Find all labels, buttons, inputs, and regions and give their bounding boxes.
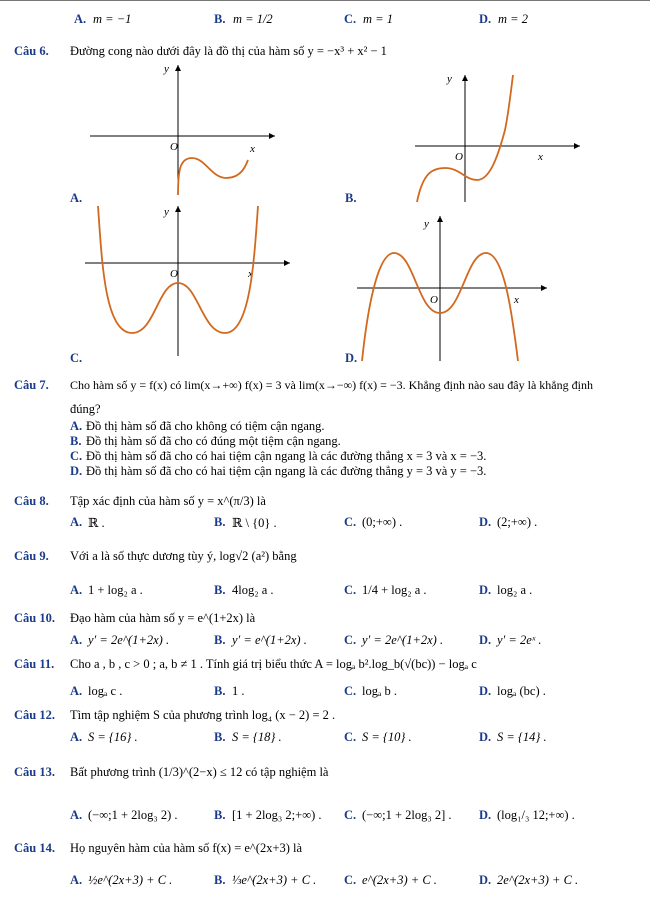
option-label: D.: [70, 464, 83, 478]
option-label: C.: [344, 12, 357, 26]
option-label: C.: [344, 684, 357, 698]
option-text: Đồ thị hàm số đã cho có hai tiệm cận ngang là các đường thẳng x = 3 và x = −3.: [86, 449, 487, 463]
option-text: logₐ b .: [362, 684, 398, 698]
option-label: A.: [70, 633, 83, 647]
graph-label: C.: [70, 351, 83, 365]
question-number: Câu 10.: [14, 611, 55, 625]
x-label: x: [250, 143, 255, 155]
option-label: D.: [479, 808, 492, 822]
option-label: D.: [479, 684, 492, 698]
question-number: Câu 13.: [14, 765, 55, 779]
question-number: Câu 7.: [14, 378, 49, 392]
option-text: ℝ .: [88, 516, 105, 530]
option-text: e^(2x+3) + C .: [362, 873, 437, 887]
question-number: Câu 9.: [14, 549, 49, 563]
graph-label: A.: [70, 191, 83, 205]
option-text: y′ = 2e^(1+2x) .: [362, 633, 444, 647]
option-text: 2e^(2x+3) + C .: [497, 873, 579, 887]
question-text-cont: đúng?: [70, 402, 101, 416]
option-label: A.: [74, 12, 87, 26]
option-label: C.: [344, 873, 357, 887]
option-text: (2;+∞) .: [497, 515, 538, 529]
y-label: y: [164, 63, 169, 75]
option-text: (0;+∞) .: [362, 515, 403, 529]
option-text: (−∞;1 + 2log₃ 2) .: [88, 808, 178, 822]
graph-d: [352, 213, 552, 363]
option-text: ⅓e^(2x+3) + C .: [232, 873, 317, 887]
option-text: m = 2: [498, 12, 528, 26]
option-label: D.: [479, 515, 492, 529]
option-label: D.: [479, 12, 492, 26]
question-number: Câu 6.: [14, 44, 49, 58]
option-text: S = {18} .: [232, 730, 282, 744]
option-label: C.: [344, 730, 357, 744]
graph-b: [405, 70, 585, 205]
option-text: 1/4 + log₂ a .: [362, 583, 427, 597]
question-text: Bất phương trình (1/3)^(2−x) ≤ 12 có tập nghiệm là: [70, 765, 329, 779]
option-text: y′ = 2e^(1+2x) .: [88, 633, 170, 647]
option-label: B.: [214, 808, 226, 822]
graph-c: [80, 203, 295, 358]
option-label: B.: [70, 434, 82, 448]
option-text: 4log₂ a .: [232, 583, 274, 597]
question-number: Câu 14.: [14, 841, 55, 855]
option-text: S = {14} .: [497, 730, 547, 744]
option-label: C.: [344, 808, 357, 822]
option-text: log₂ a .: [497, 583, 533, 597]
option-label: C.: [70, 449, 83, 463]
option-text: logₐ (bc) .: [497, 684, 546, 698]
option-label: B.: [214, 583, 226, 597]
option-label: A.: [70, 419, 83, 433]
option-label: C.: [344, 515, 357, 529]
question-text: Với a là số thực dương tùy ý, log√2 (a²) bằng: [70, 549, 297, 563]
option-label: D.: [479, 583, 492, 597]
option-label: B.: [214, 873, 226, 887]
y-label: y: [164, 206, 169, 218]
option-text: S = {16} .: [88, 730, 138, 744]
question-text: Họ nguyên hàm của hàm số f(x) = e^(2x+3) là: [70, 841, 303, 855]
option-text: 1 + log₂ a .: [88, 583, 143, 597]
origin-label: O: [430, 294, 438, 306]
option-text: (log₁/₃ 12;+∞) .: [497, 808, 575, 822]
option-label: A.: [70, 730, 83, 744]
option-text: Đồ thị hàm số đã cho có đúng một tiệm cận ngang.: [86, 434, 341, 448]
option-label: A.: [70, 808, 83, 822]
option-text: m = 1: [363, 12, 393, 26]
origin-label: O: [170, 268, 178, 280]
option-text: ½e^(2x+3) + C .: [88, 873, 173, 887]
graph-label: D.: [345, 351, 358, 365]
question-text: Cho hàm số y = f(x) có lim(x→+∞) f(x) = 3 và lim(x→−∞) f(x) = −3. Khẳng định nào sau đây là khẳng định: [70, 378, 593, 392]
option-text: ℝ \ {0} .: [232, 516, 277, 530]
origin-label: O: [170, 141, 178, 153]
option-label: B.: [214, 12, 226, 26]
question-text: Cho a , b , c > 0 ; a, b ≠ 1 . Tính giá trị biểu thức A = logₐ b².log_b(√(bc)) − logₐ c: [70, 657, 477, 671]
option-label: B.: [214, 684, 226, 698]
x-label: x: [514, 294, 519, 306]
option-text: S = {10} .: [362, 730, 412, 744]
question-number: Câu 11.: [14, 657, 55, 671]
option-text: y′ = e^(1+2x) .: [232, 633, 307, 647]
top-rule: [0, 0, 650, 1]
option-text: Đồ thị hàm số đã cho không có tiệm cận ngang.: [86, 419, 325, 433]
graph-a: [80, 60, 280, 200]
graph-label: B.: [345, 191, 357, 205]
option-text: 1 .: [232, 684, 245, 698]
option-text: Đồ thị hàm số đã cho có hai tiệm cận ngang là các đường thẳng y = 3 và y = −3.: [86, 464, 487, 478]
option-label: A.: [70, 583, 83, 597]
option-text: m = −1: [93, 12, 132, 26]
question-text: Đạo hàm của hàm số y = e^(1+2x) là: [70, 611, 256, 625]
option-text: logₐ c .: [88, 684, 123, 698]
y-label: y: [447, 73, 452, 85]
option-label: A.: [70, 684, 83, 698]
curve: [178, 158, 248, 195]
question-text: Đường cong nào dưới đây là đồ thị của hàm số y = −x³ + x² − 1: [70, 44, 387, 58]
option-text: (−∞;1 + 2log₃ 2] .: [362, 808, 452, 822]
option-label: B.: [214, 515, 226, 529]
option-label: D.: [479, 633, 492, 647]
question-number: Câu 8.: [14, 494, 49, 508]
option-label: C.: [344, 633, 357, 647]
option-text: m = 1/2: [233, 12, 273, 26]
option-label: C.: [344, 583, 357, 597]
origin-label: O: [455, 151, 463, 163]
option-label: B.: [214, 730, 226, 744]
question-number: Câu 12.: [14, 708, 55, 722]
option-label: A.: [70, 515, 83, 529]
option-label: D.: [479, 873, 492, 887]
option-label: D.: [479, 730, 492, 744]
option-label: A.: [70, 873, 83, 887]
y-label: y: [424, 218, 429, 230]
option-text: [1 + 2log₃ 2;+∞) .: [232, 808, 322, 822]
question-text: Tập xác định của hàm số y = x^(π/3) là: [70, 494, 266, 508]
x-label: x: [248, 268, 253, 280]
option-text: y′ = 2eˣ .: [497, 633, 542, 647]
x-label: x: [538, 151, 543, 163]
option-label: B.: [214, 633, 226, 647]
question-text: Tìm tập nghiệm S của phương trình log₄ (x − 2) = 2 .: [70, 708, 336, 722]
